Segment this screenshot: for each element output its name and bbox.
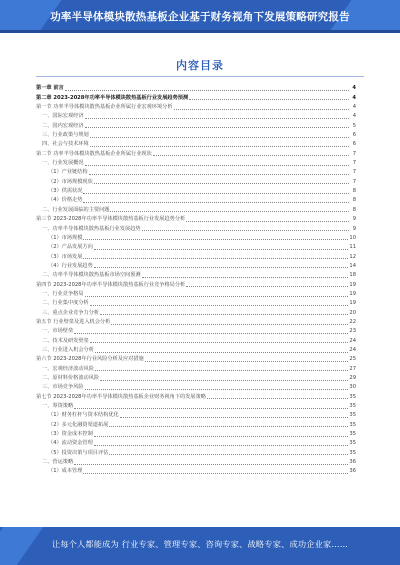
toc-leader-dots (186, 286, 348, 287)
toc-entry-label: （4）行业发展趋势 (48, 262, 93, 269)
toc-entry-label: （5）投资决策与项目评估 (48, 449, 109, 456)
toc-leader-dots (83, 473, 348, 474)
toc-entry-label: 第三节 2023-2028年功率半导体模块散热基板行业发展趋势分析 (36, 216, 186, 223)
toc-entry[interactable] (36, 411, 356, 420)
toc-entry-label: 三、行业政策与规划 (42, 132, 89, 139)
toc-entry[interactable] (36, 346, 356, 355)
toc-entry[interactable] (36, 168, 356, 177)
toc-entry[interactable] (36, 355, 356, 364)
toc-entry[interactable] (36, 430, 356, 439)
toc-entry-label: 第二章 2023-2028年功率半导体模块散热基板行业发展趋势预测 (36, 94, 189, 101)
toc-leader-dots (90, 137, 349, 138)
toc-leader-dots (83, 193, 349, 194)
toc-entry-page: 14 (349, 262, 356, 269)
toc-entry[interactable] (36, 205, 356, 214)
toc-entry-label: 一、市场壁垒 (42, 328, 74, 335)
toc-leader-dots (90, 342, 349, 343)
toc-leader-dots (83, 258, 348, 259)
toc-entry[interactable] (36, 234, 356, 243)
toc-leader-dots (94, 267, 349, 268)
toc-entry-page: 5 (352, 122, 356, 129)
toc-entry-page: 4 (352, 94, 356, 101)
toc-entry-page: 35 (349, 412, 356, 419)
toc-heading: 内容目录 (176, 59, 224, 72)
toc-entry-label: 二、营运策略 (42, 459, 74, 466)
toc-entry[interactable] (36, 467, 356, 476)
toc-entry[interactable] (36, 177, 356, 186)
toc-entry-label: 第四节 2023-2028年功率半导体模块散热基板行业竞争格局分析 (36, 281, 186, 288)
toc-entry-page: 7 (352, 178, 356, 185)
toc-entry[interactable] (36, 159, 356, 168)
toc-entry[interactable] (36, 280, 356, 289)
toc-entry[interactable] (36, 131, 356, 140)
toc-leader-dots (85, 118, 349, 119)
toc-entry[interactable] (36, 112, 356, 121)
toc-entry-page: 30 (349, 384, 356, 391)
toc-entry-page: 35 (349, 431, 356, 438)
toc-entry-label: 二、原材料价格波动风险 (42, 375, 100, 381)
toc-entry[interactable] (36, 149, 356, 158)
toc-leader-dots (142, 230, 349, 231)
page-footer (0, 527, 400, 565)
toc-entry-page: 7 (352, 150, 356, 157)
footer-slogan: 让每个人都能成为 行业专家、管理专家、咨询专家、战略专家、成功企业家…… (51, 539, 349, 549)
toc-entry-label: （2）市场规模现状 (48, 178, 93, 185)
toc-entry-label: （4）价格走势 (48, 197, 83, 204)
toc-leader-dots (89, 174, 349, 175)
toc-entry-page: 35 (349, 421, 356, 428)
toc-entry-label: 第二节 功率半导体模块散热基板企业所属行业现状 (36, 150, 152, 157)
toc-entry[interactable] (36, 402, 356, 411)
toc-entry-page: 25 (349, 356, 356, 363)
toc-entry-page: 7 (352, 169, 356, 176)
toc-entry-label: （1）财务杠杆与资本结构优化 (48, 412, 119, 419)
toc-entry-page: 4 (352, 104, 356, 111)
toc-entry-label: （2）产品发展方向 (48, 244, 93, 251)
toc-leader-dots (74, 408, 348, 409)
toc-entry-label: （1）产业链结构 (48, 169, 88, 176)
toc-entry-label: 三、行业进入机会分析 (42, 346, 94, 353)
toc-leader-dots (85, 389, 349, 390)
toc-leader-dots (85, 127, 349, 128)
toc-entry-label: 一、行业发展概况 (42, 160, 84, 167)
toc-entry[interactable] (36, 196, 356, 205)
table-of-contents (36, 84, 356, 476)
toc-entry[interactable] (36, 448, 356, 457)
toc-entry-label: 三、市场竞争风险 (42, 384, 84, 391)
toc-leader-dots (120, 417, 349, 418)
toc-entry-label: 二、行业发展面临的主要问题 (42, 206, 110, 213)
toc-entry[interactable] (36, 318, 356, 327)
toc-entry[interactable] (36, 290, 356, 299)
toc-leader-dots (94, 445, 349, 446)
toc-entry[interactable] (36, 327, 356, 336)
toc-leader-dots (174, 109, 349, 110)
toc-entry-page: 24 (349, 337, 356, 344)
toc-entry-label: 一、国际宏观经济 (42, 113, 84, 120)
toc-leader-dots (207, 398, 348, 399)
toc-entry-label: （4）流动资金管理 (48, 440, 93, 447)
toc-leader-dots (94, 249, 349, 250)
toc-leader-dots (90, 305, 349, 306)
toc-entry[interactable] (36, 308, 356, 317)
toc-entry-page: 35 (349, 403, 356, 410)
toc-leader-dots (186, 221, 349, 222)
toc-entry-page: 36 (349, 468, 356, 475)
toc-entry-page: 19 (349, 290, 356, 297)
toc-entry-page: 27 (349, 365, 356, 372)
toc-entry[interactable] (36, 299, 356, 308)
toc-entry-label: 一、功率半导体模块散热基板行业发展趋势 (42, 225, 141, 232)
toc-entry-label: 第一节 功率半导体模块散热基板企业所属行业宏观环境分析 (36, 104, 173, 111)
toc-entry-page: 35 (349, 449, 356, 456)
toc-leader-dots (142, 277, 349, 278)
toc-leader-dots (95, 352, 349, 353)
toc-entry-page: 36 (349, 459, 356, 466)
toc-entry-label: 第五节 行业壁垒及进入机会分析 (36, 318, 111, 325)
toc-entry[interactable] (36, 187, 356, 196)
toc-leader-dots (110, 211, 349, 212)
toc-entry-label: 第一章 前言 (36, 85, 64, 92)
toc-entry[interactable] (36, 252, 356, 261)
toc-entry[interactable] (36, 374, 356, 383)
toc-entry-label: 二、功率半导体模块散热基板市场空间预测 (42, 272, 141, 279)
toc-entry-page: 23 (349, 328, 356, 335)
toc-entry-page: 8 (352, 206, 356, 213)
toc-leader-dots (109, 426, 348, 427)
toc-entry-label: 一、行业竞争格局 (42, 290, 84, 297)
toc-leader-dots (189, 99, 349, 100)
toc-entry-label: 第六节 2023-2028年行业风险分析及应对措施 (36, 356, 144, 363)
toc-entry-page: 24 (349, 346, 356, 353)
toc-leader-dots (109, 454, 348, 455)
toc-entry-label: 三、重点企业竞争力分析 (42, 309, 100, 316)
toc-entry[interactable] (36, 93, 356, 102)
toc-leader-dots (95, 370, 349, 371)
toc-entry-page: 9 (352, 216, 356, 223)
toc-leader-dots (65, 90, 349, 91)
toc-entry-label: 四、社会与技术环境 (42, 141, 89, 148)
toc-divider (36, 76, 364, 77)
toc-leader-dots (111, 324, 348, 325)
toc-entry-label: 二、技术及研发壁垒 (42, 337, 89, 344)
toc-leader-dots (94, 183, 349, 184)
toc-entry-page: 18 (349, 272, 356, 279)
toc-entry[interactable] (36, 262, 356, 271)
toc-entry-page: 10 (349, 234, 356, 241)
toc-entry-page: 19 (349, 281, 356, 288)
toc-entry[interactable] (36, 243, 356, 252)
toc-entry[interactable] (36, 103, 356, 112)
toc-leader-dots (100, 380, 348, 381)
toc-leader-dots (83, 239, 348, 240)
toc-leader-dots (145, 361, 349, 362)
header-bar (0, 30, 400, 33)
toc-entry-label: 二、国内宏观经济 (42, 122, 84, 129)
toc-entry-label: 二、行业集中度分析 (42, 300, 89, 307)
toc-entry-page: 6 (352, 132, 356, 139)
toc-entry-page: 35 (349, 440, 356, 447)
toc-entry-page: 35 (349, 393, 356, 400)
toc-leader-dots (90, 146, 349, 147)
toc-entry-page: 12 (349, 253, 356, 260)
toc-entry[interactable] (36, 420, 356, 429)
toc-leader-dots (74, 464, 348, 465)
toc-entry-page: 20 (349, 309, 356, 316)
toc-entry[interactable] (36, 84, 356, 93)
page-header (0, 0, 400, 33)
toc-leader-dots (74, 333, 348, 334)
toc-leader-dots (83, 202, 349, 203)
toc-entry-page: 4 (352, 85, 356, 92)
toc-entry[interactable] (36, 383, 356, 392)
toc-entry[interactable] (36, 392, 356, 401)
toc-entry-page: 29 (349, 375, 356, 381)
toc-entry-label: 一、宏观经济波动风险 (42, 365, 94, 372)
toc-entry-page: 11 (349, 244, 356, 251)
toc-entry-page: 4 (352, 113, 356, 120)
toc-entry-page: 19 (349, 300, 356, 307)
toc-entry[interactable] (36, 224, 356, 233)
toc-entry[interactable] (36, 121, 356, 130)
toc-entry-page: 7 (352, 160, 356, 167)
toc-entry[interactable] (36, 140, 356, 149)
toc-leader-dots (153, 155, 349, 156)
toc-entry[interactable] (36, 364, 356, 373)
toc-entry-label: 第七节 2023-2028年功率半导体模块散热基板企业财务视角下的发展策略 (36, 393, 206, 400)
toc-entry[interactable] (36, 458, 356, 467)
toc-entry-label: （3）供需状况 (48, 188, 83, 195)
report-title: 功率半导体模块散热基板企业基于财务视角下发展策略研究报告 (50, 11, 350, 23)
toc-entry[interactable] (36, 271, 356, 280)
toc-entry-label: （3）资金成本控制 (48, 431, 93, 438)
toc-entry[interactable] (36, 215, 356, 224)
toc-leader-dots (100, 314, 348, 315)
toc-entry-label: （2）多元化融资渠道拓展 (48, 421, 109, 428)
toc-entry-label: （3）市场发展 (48, 253, 83, 260)
toc-entry-label: （1）市场规模 (48, 234, 83, 241)
toc-leader-dots (94, 436, 349, 437)
toc-entry[interactable] (36, 439, 356, 448)
toc-entry[interactable] (36, 336, 356, 345)
toc-leader-dots (85, 165, 349, 166)
toc-entry-page: 9 (352, 225, 356, 232)
toc-leader-dots (85, 296, 349, 297)
toc-entry-page: 8 (352, 197, 356, 204)
toc-entry-label: 一、筹资策略 (42, 403, 74, 410)
toc-entry-page: 8 (352, 188, 356, 195)
toc-entry-label: （1）成本管理 (48, 468, 83, 475)
toc-entry-page: 22 (349, 318, 356, 325)
toc-entry-page: 6 (352, 141, 356, 148)
